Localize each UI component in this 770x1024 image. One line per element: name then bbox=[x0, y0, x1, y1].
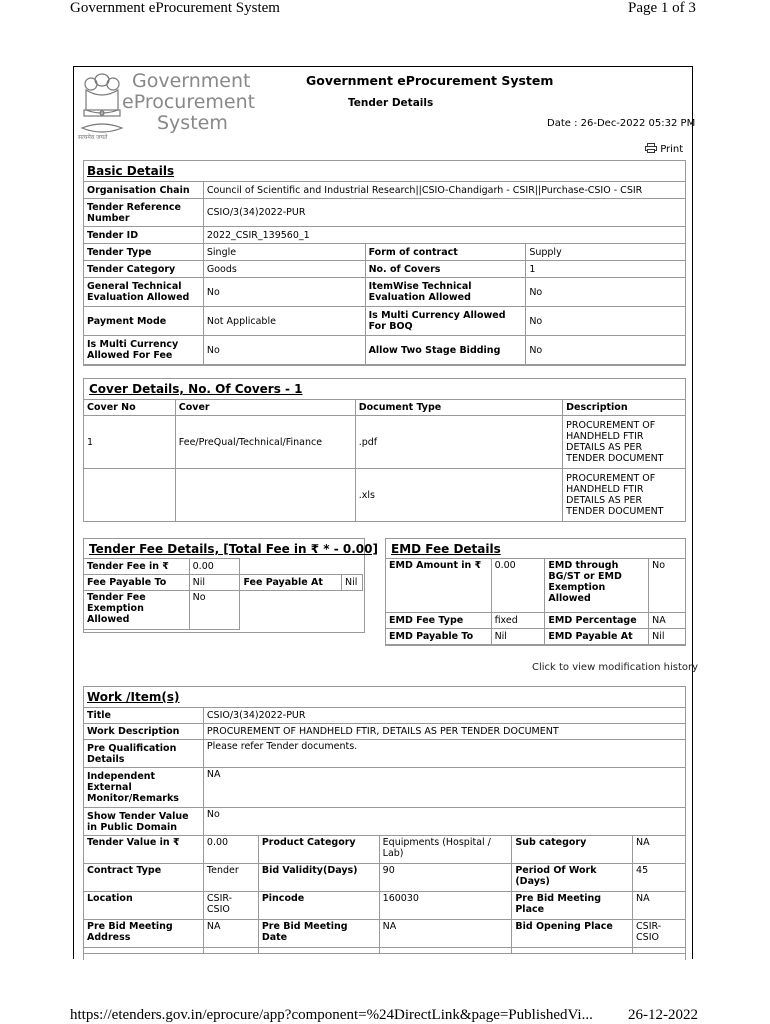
cover-description: PROCUREMENT OF HANDHELD FTIR DETAILS AS PER TENDER DOCUMENT bbox=[563, 416, 686, 469]
emd-payat-label: EMD Payable At bbox=[545, 629, 649, 645]
pin-value: 160030 bbox=[379, 892, 512, 920]
tsb-label: Allow Two Stage Bidding bbox=[365, 336, 526, 365]
pbmp-value: NA bbox=[633, 892, 686, 920]
modification-history-link[interactable]: Click to view modification history bbox=[532, 662, 699, 673]
mcf-value: No bbox=[203, 336, 365, 365]
table-row bbox=[84, 469, 686, 522]
emd-pct-label: EMD Percentage bbox=[545, 613, 649, 629]
cover-header-cover: Cover bbox=[175, 400, 355, 416]
show-value-label: Show Tender Value in Public Domain bbox=[84, 808, 204, 836]
work-title-value: CSIO/3(34)2022-PUR bbox=[203, 708, 685, 724]
page-footer-date: 26-12-2022 bbox=[628, 1007, 698, 1023]
bop-label: Bid Opening Place bbox=[512, 920, 633, 948]
document-type: .xls bbox=[355, 469, 562, 522]
tv-label: Tender Value in ₹ bbox=[84, 836, 204, 864]
covers-label: No. of Covers bbox=[365, 261, 526, 278]
pbma-label: Pre Bid Meeting Address bbox=[84, 920, 204, 948]
pay-label: Payment Mode bbox=[84, 307, 204, 336]
fee-payto-label: Fee Payable To bbox=[84, 575, 190, 591]
print-button[interactable] bbox=[645, 143, 683, 155]
bv-label: Bid Validity(Days) bbox=[258, 864, 379, 892]
ct-label: Contract Type bbox=[84, 864, 204, 892]
fee-label: Tender Fee in ₹ bbox=[84, 559, 190, 575]
header-date: Date : 26-Dec-2022 05:32 PM bbox=[547, 118, 696, 129]
logo-line-3: System bbox=[157, 112, 228, 134]
work-items-title: Work /Item(s) bbox=[87, 690, 180, 704]
fee-value: 0.00 bbox=[189, 559, 240, 575]
emd-payto-label: EMD Payable To bbox=[386, 629, 492, 645]
cover-details-title: Cover Details, No. Of Covers - 1 bbox=[89, 382, 303, 396]
org-label: Organisation Chain bbox=[84, 182, 204, 199]
fee-payto-value: Nil bbox=[189, 575, 240, 591]
pay-value: Not Applicable bbox=[203, 307, 365, 336]
emd-amount-value: 0.00 bbox=[491, 559, 545, 613]
pbmd-label: Pre Bid Meeting Date bbox=[258, 920, 379, 948]
bop-value: CSIR-CSIO bbox=[633, 920, 686, 948]
pbma-value: NA bbox=[203, 920, 258, 948]
cat-label: Tender Category bbox=[84, 261, 204, 278]
emd-type-value: fixed bbox=[491, 613, 545, 629]
work-desc-value: PROCUREMENT OF HANDHELD FTIR, DETAILS AS PER TENDER DOCUMENT bbox=[203, 724, 685, 740]
preq-value: Please refer Tender documents. bbox=[203, 740, 685, 768]
tsb-value: No bbox=[526, 336, 686, 365]
form-value: Supply bbox=[526, 244, 686, 261]
fee-exempt-label: Tender Fee Exemption Allowed bbox=[84, 591, 190, 630]
cover-details-table bbox=[83, 399, 686, 522]
mcb-label: Is Multi Currency Allowed For BOQ bbox=[365, 307, 526, 336]
mcb-value: No bbox=[526, 307, 686, 336]
gte-label: General Technical Evaluation Allowed bbox=[84, 278, 204, 307]
pbmd-value: NA bbox=[379, 920, 512, 948]
emd-pct-value: NA bbox=[649, 613, 686, 629]
fee-payat-value: Nil bbox=[341, 575, 362, 591]
cover-name: Fee/PreQual/Technical/Finance bbox=[175, 416, 355, 469]
pw-label: Period Of Work (Days) bbox=[512, 864, 633, 892]
tender-fee-title: Tender Fee Details, [Total Fee in ₹ * - 0.00] bbox=[89, 542, 378, 556]
gte-value: No bbox=[203, 278, 365, 307]
bv-value: 90 bbox=[379, 864, 512, 892]
emd-payto-value: Nil bbox=[491, 629, 545, 645]
fee-payat-label: Fee Payable At bbox=[240, 575, 342, 591]
org-value: Council of Scientific and Industrial Research||CSIO-Chandigarh - CSIR||Purchase-CSIO - CSIR bbox=[203, 182, 685, 199]
ite-value: No bbox=[526, 278, 686, 307]
show-value-value: No bbox=[203, 808, 685, 836]
type-value: Single bbox=[203, 244, 365, 261]
page-header-left: Government eProcurement System bbox=[70, 0, 280, 16]
logo-line-1: Government bbox=[132, 70, 251, 92]
form-label: Form of contract bbox=[365, 244, 526, 261]
ind-value: NA bbox=[203, 768, 685, 808]
page-header-right: Page 1 of 3 bbox=[628, 0, 696, 16]
emd-bg-label: EMD through BG/ST or EMD Exemption Allowed bbox=[545, 559, 649, 613]
cover-no bbox=[84, 469, 176, 522]
emd-fee-table bbox=[385, 558, 686, 645]
pc-label: Product Category bbox=[258, 836, 379, 864]
tender-fee-table bbox=[83, 558, 363, 630]
loc-label: Location bbox=[84, 892, 204, 920]
pbmp-label: Pre Bid Meeting Place bbox=[512, 892, 633, 920]
loc-value: CSIR-CSIO bbox=[203, 892, 258, 920]
id-label: Tender ID bbox=[84, 227, 204, 244]
work-title-label: Title bbox=[84, 708, 204, 724]
covers-value: 1 bbox=[526, 261, 686, 278]
header-subtitle: Tender Details bbox=[348, 97, 434, 109]
cover-header-description: Description bbox=[563, 400, 686, 416]
emd-payat-value: Nil bbox=[649, 629, 686, 645]
tv-value: 0.00 bbox=[203, 836, 258, 864]
cover-no: 1 bbox=[84, 416, 176, 469]
table-row bbox=[84, 416, 686, 469]
id-value: 2022_CSIR_139560_1 bbox=[203, 227, 685, 244]
emd-amount-label: EMD Amount in ₹ bbox=[386, 559, 492, 613]
page-footer-url: https://etenders.gov.in/eprocure/app?component=%24DirectLink&page=PublishedVi... bbox=[70, 1007, 593, 1023]
work-desc-label: Work Description bbox=[84, 724, 204, 740]
cover-header-doctype: Document Type bbox=[355, 400, 562, 416]
print-label: Print bbox=[660, 144, 684, 155]
emd-bg-value: No bbox=[649, 559, 686, 613]
basic-details-title: Basic Details bbox=[87, 164, 175, 178]
preq-label: Pre Qualification Details bbox=[84, 740, 204, 768]
mcf-label: Is Multi Currency Allowed For Fee bbox=[84, 336, 204, 365]
fee-exempt-value: No bbox=[189, 591, 240, 630]
ref-label: Tender Reference Number bbox=[84, 199, 204, 227]
emd-fee-title: EMD Fee Details bbox=[391, 542, 501, 556]
cover-name bbox=[175, 469, 355, 522]
cover-header-no: Cover No bbox=[84, 400, 176, 416]
ct-value: Tender bbox=[203, 864, 258, 892]
sc-value: NA bbox=[633, 836, 686, 864]
pc-value: Equipments (Hospital / Lab) bbox=[379, 836, 512, 864]
printer-icon bbox=[645, 143, 657, 153]
type-label: Tender Type bbox=[84, 244, 204, 261]
sc-label: Sub category bbox=[512, 836, 633, 864]
ref-value: CSIO/3(34)2022-PUR bbox=[203, 199, 685, 227]
ite-label: ItemWise Technical Evaluation Allowed bbox=[365, 278, 526, 307]
header-title: Government eProcurement System bbox=[306, 73, 554, 88]
document-type: .pdf bbox=[355, 416, 562, 469]
pin-label: Pincode bbox=[258, 892, 379, 920]
basic-details-table bbox=[83, 181, 686, 365]
cover-description: PROCUREMENT OF HANDHELD FTIR DETAILS AS PER TENDER DOCUMENT bbox=[563, 469, 686, 522]
ind-label: Independent External Monitor/Remarks bbox=[84, 768, 204, 808]
pw-value: 45 bbox=[633, 864, 686, 892]
cat-value: Goods bbox=[203, 261, 365, 278]
logo-line-2: eProcurement bbox=[122, 91, 256, 113]
emblem-motto: सत्यमेव जयते bbox=[78, 134, 108, 141]
emd-type-label: EMD Fee Type bbox=[386, 613, 492, 629]
work-items-table bbox=[83, 707, 686, 954]
